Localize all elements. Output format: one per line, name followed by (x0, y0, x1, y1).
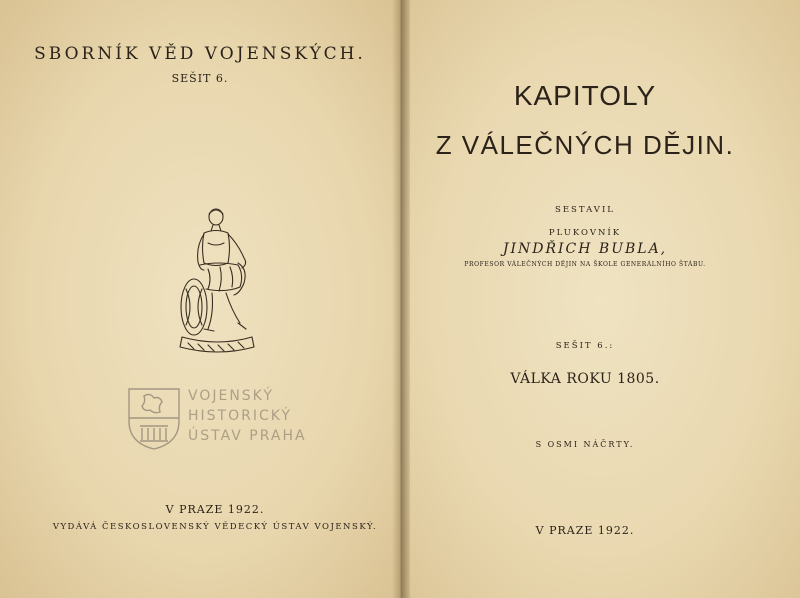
place-date-right: V PRAZE 1922. (535, 524, 635, 537)
lion-shield-icon (126, 386, 182, 452)
place-date-left: V PRAZE 1922. (165, 503, 265, 516)
author-affiliation: PROFESOR VÁLEČNÝCH DĚJIN NA ŠKOLE GENERÁLNÍHO ŠTÁBU. (464, 261, 706, 268)
title-line-2: Z VÁLEČNÝCH DĚJIN. (435, 130, 735, 160)
compiled-by: SESTAVIL (555, 205, 615, 215)
issue-number-right: SEŠIT 6.: (555, 341, 615, 351)
issue-number-left: SEŠIT 6. (171, 72, 229, 85)
subject-title: VÁLKA ROKU 1805. (510, 371, 660, 387)
sketches-note: S OSMI NÁČRTY. (535, 440, 635, 449)
author-rank: PLUKOVNÍK (548, 228, 622, 238)
author-name: JINDŘICH BUBLA, (502, 241, 668, 257)
stamp-line-1: VOJENSKÝ (188, 388, 274, 404)
stamp-line-2: HISTORICKÝ (188, 408, 292, 424)
library-stamp (188, 386, 307, 446)
title-line-1: KAPITOLY (513, 80, 657, 111)
series-title: SBORNÍK VĚD VOJENSKÝCH. (34, 44, 366, 64)
publisher-line: VYDÁVÁ ČESKOSLOVENSKÝ VĚDECKÝ ÚSTAV VOJENSKÝ. (52, 522, 378, 532)
stamp-line-3: ÚSTAV PRAHA (188, 428, 307, 444)
seated-figure-with-shield-icon (168, 203, 268, 363)
